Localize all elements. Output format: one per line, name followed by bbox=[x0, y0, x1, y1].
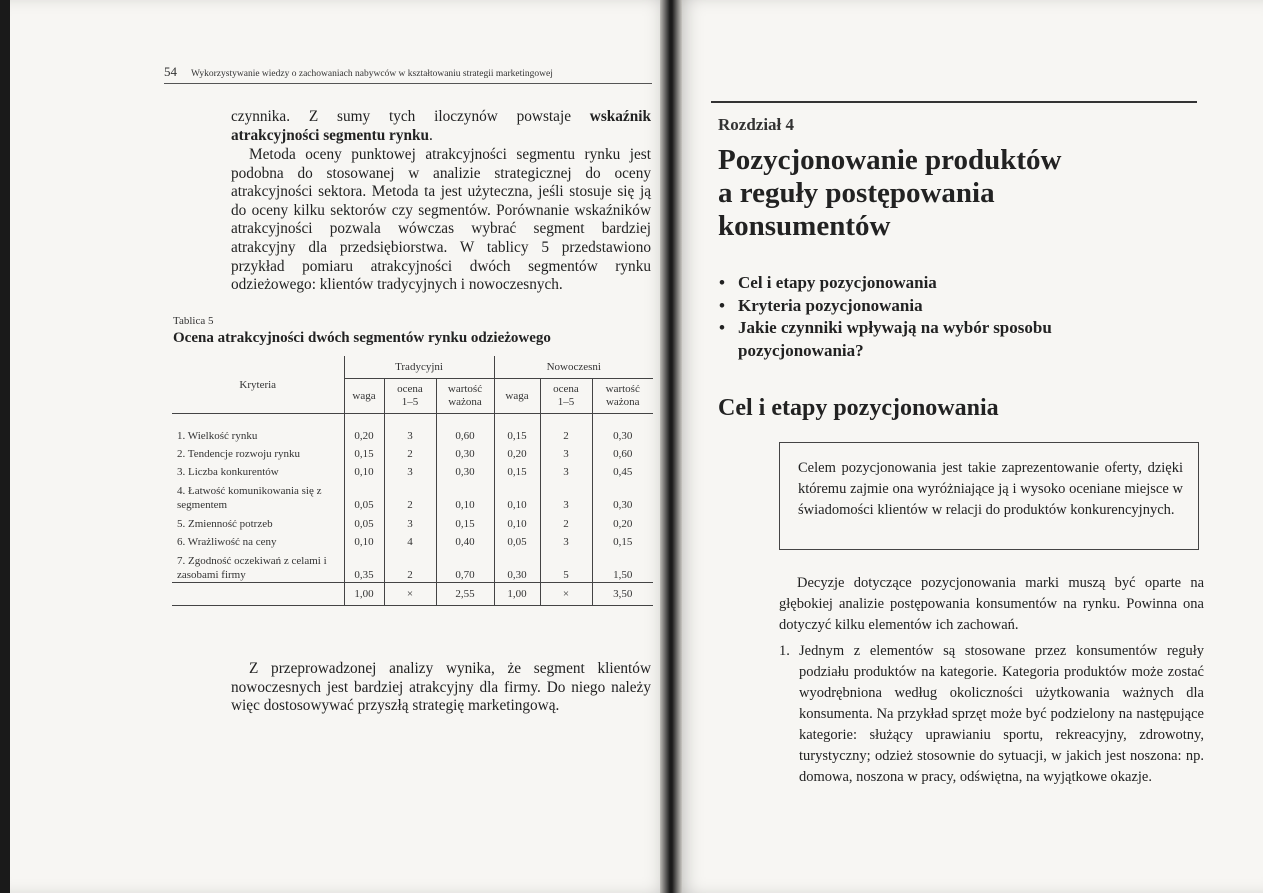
outline-item-label: Kryteria pozycjonowania bbox=[738, 295, 923, 315]
cell-wartosc-2: 0,15 bbox=[613, 536, 633, 548]
total-waga-2: 1,00 bbox=[494, 583, 540, 606]
criterion-label: 3. Liczba konkurentów bbox=[172, 460, 344, 478]
table-row bbox=[172, 512, 653, 530]
cell-ocena-2: 2 bbox=[540, 512, 592, 530]
cell-ocena-1: 3 bbox=[384, 460, 436, 478]
cell-ocena-1: 2 bbox=[384, 548, 436, 583]
running-head bbox=[164, 64, 652, 84]
table-row bbox=[172, 548, 653, 583]
header-group-modern: Nowoczesni bbox=[494, 356, 653, 379]
cell-waga-1: 0,35 bbox=[344, 548, 384, 583]
outline-item bbox=[719, 295, 1159, 318]
table-row bbox=[172, 530, 653, 548]
table-total-row bbox=[172, 583, 653, 606]
total-ocena-1: × bbox=[384, 583, 436, 606]
cell-wartosc-2: 0,45 bbox=[613, 466, 633, 478]
cell-ocena-1: 2 bbox=[384, 478, 436, 512]
bullet-icon: • bbox=[719, 273, 725, 292]
running-head-text: Wykorzystywanie wiedzy o zachowaniach nabywców w kształtowaniu strategii marketingowej bbox=[191, 69, 553, 79]
criteria-table bbox=[172, 356, 653, 606]
right-paragraph-1: Decyzje dotyczące pozycjonowania marki muszą być oparte na głębokiej analizie postępowania konsumentów na rynku. Powinna ona dotyczyć kilku elementów ich zachowań. bbox=[779, 575, 1204, 633]
paragraph-1-text: czynnika. Z sumy tych iloczynów powstaje bbox=[231, 108, 590, 125]
criterion-label: 7. Zgodność oczekiwań z celami i zasobami firmy bbox=[172, 548, 344, 583]
cell-waga-2: 0,05 bbox=[494, 530, 540, 548]
total-wartosc-2: 3,50 bbox=[592, 583, 653, 606]
paragraph-1-end: . bbox=[429, 126, 433, 144]
cell-wartosc-1: 0,10 bbox=[436, 478, 494, 512]
chapter-title-line-3: konsumentów bbox=[718, 210, 891, 242]
chapter-outline bbox=[719, 272, 1159, 362]
header-waga-2: waga bbox=[494, 379, 540, 414]
chapter-title-line-2: a reguły postępowania bbox=[718, 177, 995, 209]
cell-ocena-2: 3 bbox=[540, 478, 592, 512]
cell-ocena-1: 3 bbox=[384, 414, 436, 443]
header-group-traditional: Tradycyjni bbox=[344, 356, 494, 379]
cell-wartosc-1: 0,30 bbox=[436, 442, 494, 460]
paragraph-1-bold: wskaźnik atrakcyjności segmentu rynku bbox=[231, 108, 651, 144]
cell-waga-2: 0,15 bbox=[494, 460, 540, 478]
cell-wartosc-2: 0,30 bbox=[613, 499, 633, 511]
cell-ocena-2: 3 bbox=[540, 530, 592, 548]
cell-ocena-2: 5 bbox=[540, 548, 592, 583]
cell-waga-1: 0,05 bbox=[344, 512, 384, 530]
total-ocena-2: × bbox=[540, 583, 592, 606]
chapter-title bbox=[718, 144, 1158, 243]
paragraph-3: Z przeprowadzonej analizy wynika, że segment klientów nowoczesnych jest bardziej atrakcyjny dla firmy. Do niego należy więc dostosowywać przyszłą strategię marketingową. bbox=[231, 660, 651, 715]
outline-item-label: Cel i etapy pozycjonowania bbox=[738, 273, 937, 292]
cell-waga-1: 0,20 bbox=[344, 414, 384, 443]
table-row bbox=[172, 414, 653, 443]
criterion-label: 1. Wielkość rynku bbox=[172, 414, 344, 443]
cell-wartosc-1: 0,15 bbox=[436, 512, 494, 530]
header-waga-1: waga bbox=[344, 379, 384, 414]
table-row bbox=[172, 442, 653, 460]
cell-waga-1: 0,05 bbox=[344, 478, 384, 512]
cell-ocena-1: 3 bbox=[384, 512, 436, 530]
cell-ocena-1: 4 bbox=[384, 530, 436, 548]
book-gutter bbox=[660, 0, 682, 893]
criterion-label: 2. Tendencje rozwoju rynku bbox=[172, 442, 344, 460]
header-ocena-2: ocena 1–5 bbox=[540, 379, 592, 414]
outline-item bbox=[719, 317, 1159, 362]
definition-box bbox=[779, 442, 1199, 550]
chapter-rule bbox=[711, 101, 1197, 103]
cell-waga-2: 0,30 bbox=[494, 548, 540, 583]
total-blank bbox=[172, 583, 344, 606]
definition-text: Celem pozycjonowania jest takie zaprezentowanie oferty, dzięki któremu zajmie ona wyróżniające ją i wysoko oceniane miejsce w świadomości klientów w relacji do produktów konkurencyjnych. bbox=[798, 460, 1183, 518]
table-row bbox=[172, 460, 653, 478]
bullet-icon: • bbox=[719, 318, 725, 337]
header-criteria: Kryteria bbox=[172, 356, 344, 414]
table-row bbox=[172, 478, 653, 512]
cell-wartosc-1: 0,30 bbox=[436, 460, 494, 478]
criterion-label: 4. Łatwość komunikowania się z segmentem bbox=[172, 478, 344, 512]
header-wartosc-1: wartość ważona bbox=[436, 379, 494, 414]
section-title: Cel i etapy pozycjonowania bbox=[718, 395, 999, 421]
paragraph-2: Metoda oceny punktowej atrakcyjności segmentu rynku jest podobna do stosowanej w analizie strategicznej do oceny atrakcyjności sektora. Metoda ta jest użyteczna, jeśli stosuje się ją do oceny kilku sektorów czy segmentów. Porównanie wskaźników atrakcyjności pozwala wówczas wybrać segment bardziej atrakcyjny dla przedsiębiorstwa. W tablicy 5 przedstawiono przykład pomiaru atrakcyjności dwóch segmentów rynku odzieżowego: klientów tradycyjnych i nowoczesnych. bbox=[231, 146, 651, 294]
cell-ocena-2: 3 bbox=[540, 460, 592, 478]
cell-wartosc-2: 1,50 bbox=[613, 569, 633, 581]
list-item bbox=[779, 641, 1204, 788]
numbered-list bbox=[779, 641, 1204, 788]
cell-waga-2: 0,10 bbox=[494, 512, 540, 530]
header-wartosc-2: wartość ważona bbox=[592, 379, 653, 414]
cell-waga-2: 0,20 bbox=[494, 442, 540, 460]
cell-ocena-2: 3 bbox=[540, 442, 592, 460]
cell-wartosc-2: 0,20 bbox=[613, 518, 633, 530]
table-label: Tablica 5 bbox=[173, 315, 214, 327]
chapter-title-line-1: Pozycjonowanie produktów bbox=[718, 144, 1062, 176]
outline-item-label: Jakie czynniki wpływają na wybór sposobu pozycjonowania? bbox=[738, 318, 1052, 360]
cell-wartosc-1: 0,70 bbox=[436, 548, 494, 583]
cell-waga-2: 0,15 bbox=[494, 414, 540, 443]
outline-item bbox=[719, 272, 1159, 295]
list-item-number: 1. bbox=[779, 643, 790, 659]
cell-waga-1: 0,10 bbox=[344, 460, 384, 478]
cell-wartosc-2: 0,60 bbox=[613, 448, 633, 460]
total-wartosc-1: 2,55 bbox=[436, 583, 494, 606]
cell-waga-1: 0,15 bbox=[344, 442, 384, 460]
cell-ocena-2: 2 bbox=[540, 414, 592, 443]
chapter-label: Rozdział 4 bbox=[718, 115, 795, 134]
bullet-icon: • bbox=[719, 295, 725, 315]
cell-wartosc-1: 0,60 bbox=[436, 414, 494, 443]
criterion-label: 5. Zmienność potrzeb bbox=[172, 512, 344, 530]
cell-waga-1: 0,10 bbox=[344, 530, 384, 548]
cell-wartosc-1: 0,40 bbox=[436, 530, 494, 548]
list-item-text: Jednym z elementów są stosowane przez konsumentów reguły podziału produktów na kategorie. Kategoria produktów może zostać wyodrębniona według okoliczności użytkowania ważnych dla konsumenta. Na przykład sprzęt może być podzielony na następujące kategorie: służący uprawianiu sportu, rekreacyjny, zdrowotny, turystyczny; odzież stosownie do sytuacji, w jakich jest noszona: np. domowa, noszona w pracy, odświętna, na wyjątkowe okazje. bbox=[799, 643, 1204, 785]
total-waga-1: 1,00 bbox=[344, 583, 384, 606]
criterion-label: 6. Wrażliwość na ceny bbox=[172, 530, 344, 548]
table-title: Ocena atrakcyjności dwóch segmentów rynku odzieżowego bbox=[173, 330, 551, 346]
header-ocena-1: ocena 1–5 bbox=[384, 379, 436, 414]
cell-waga-2: 0,10 bbox=[494, 478, 540, 512]
page-number: 54 bbox=[164, 64, 177, 79]
cell-wartosc-2: 0,30 bbox=[613, 430, 633, 442]
paragraph-1 bbox=[231, 108, 651, 145]
cell-ocena-1: 2 bbox=[384, 442, 436, 460]
